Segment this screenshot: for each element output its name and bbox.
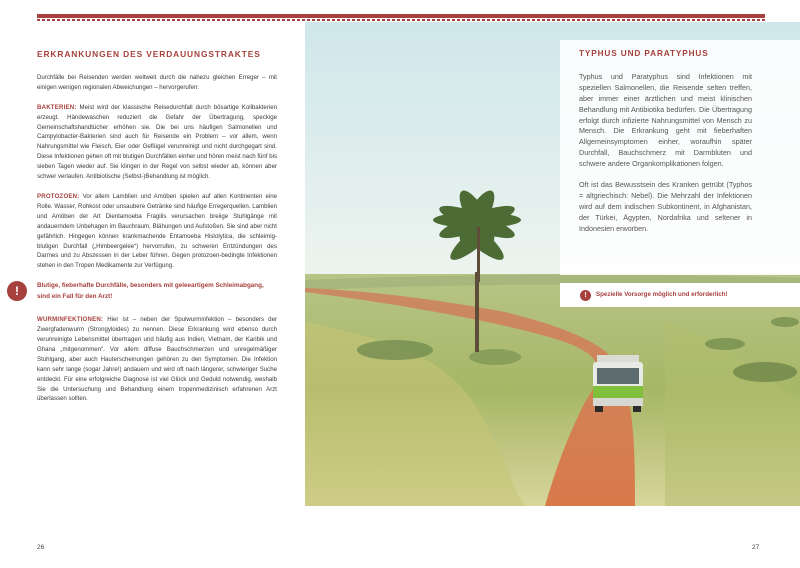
page-number-right: 27 — [752, 544, 760, 551]
right-column — [579, 49, 752, 245]
warning-text: Blutige, fieberhafte Durchfälle, besonders mit geleeartigem Schleimabgang, sind ein Fall für den Arzt! — [37, 282, 264, 300]
worm-label: WURMINFEKTIONEN: — [37, 316, 104, 324]
protozoa-text: Vor allem Lamblien und Amöben spielen auf allen Kontinenten eine Rolle. Wasser, Rohkost oder unsaubere Getränke sind häufige Erregerquellen. Lamblien und Amöben der Art Dientamoeba Fragilis verursachen breiige Stuhlgänge mit andauerndem Unbehagen im Bauchraum, Blähungen und Aufstoßen. Sie sind aber nicht gefährlich. Hingegen können krankmachende Entamoeba Histolytica, die schleimig-blutigen Durchfall („Himbeergelee“) hervorrufen, zu schweren Entzündungen des Darmes und zu Abszessen in der Leber führen. Gegen protozoen-bedingte Infektionen stehen in den Tropen Medikamente zur Verfügung. — [37, 192, 277, 270]
exclamation-icon: ! — [580, 290, 591, 301]
typhus-paragraph-1: Typhus und Paratyphus sind Infektionen mit speziellen Salmonellen, die Reisende selten treffen, aber immer einer ärztlichen und meist klinischen Behandlung mit Antibiotika bedürfen. Die Übertragung erfolgt durch infizierte Nahrungsmittel von Mensch zu Mensch. Die Erkrankung geht mit fieberhaften Allgemeinsymptomen einher, woraufhin später Durchfall, Bauchschmerz mit Darmbluten und schwere andere Organkomplikationen folgen. — [579, 71, 752, 169]
top-rule — [37, 14, 765, 18]
bacteria-text: Meist wird der klassische Reisedurchfall durch bösartige Kolibakterien erzeugt. Händewaschen reduziert die Gefahr der Übertragung, speckige Gemeinschaftshandtücher erhöhen sie. Die bei uns häufigen Salmonellen und Campylobacter-Bakterien sind auch für Reisende ein Problem – vor allem, wenn Nahrungsmittel wie Fleisch, Eier oder Geflügel verunreinigt und nicht durchgegart sind. Diese Infektionen gehen oft mit blutigen Durchfällen einher und hören meist nach fünf bis sieben Tagen wieder auf. Sie klingen in der Regel von selbst wieder ab, können aber schwer verlaufen. Antibiotische (Selbst-)Behandlung ist möglich. — [37, 103, 277, 181]
warning-note — [15, 281, 277, 302]
section-heading-typhus: TYPHUS UND PARATYPHUS — [579, 49, 709, 58]
callout-text: Spezielle Vorsorge möglich und erforderlich! — [596, 291, 728, 298]
worm-text: Hier ist – neben der Spulwurminfektion – besonders der Zwergfadenwurm (Strongyloides) zu nennen. Diese Erkrankung wird ebenso durch verunreinigte Lebensmittel übertragen und häufig aus Indien, Vietnam, der Karibik und Ghana „mitgenommen“. Vor allem diffuse Bauchschmerzen und unregelmäßiger Stuhlgang, aber auch Hauterscheinungen gehören zu den Symptomen. Die Infektion kann sehr lange (sogar Jahre!) andauern und wird oft nach längerer, schwieriger Suche entdeckt. Für eine erfolgreiche Diagnose ist viel Glück und Geduld notwendig, weshalb Sie die Untersuchung und Behandlung einem tropenmedizinisch erfahrenen Arzt überlassen sollten. — [37, 316, 277, 403]
intro-paragraph: Durchfälle bei Reisenden werden weltweit durch die nahezu gleichen Erreger – mit einigen wenigen regionalen Abweichungen – hervorgerufen: — [37, 73, 277, 91]
page-number-left: 26 — [37, 544, 45, 551]
typhus-paragraph-2: Oft ist das Bewusstsein des Kranken getrübt (Typhos = altgriechisch: Nebel). Die Mehrzahl der Infektionen wird auf dem indischen Subkontinent, in Afghanistan, der Türkei, Ägypten, Nordafrika und seltener in Indonesien erworben. — [579, 180, 752, 233]
section-heading-digestive: ERKRANKUNGEN DES VERDAUUNGSTRAKTES — [37, 49, 261, 59]
exclamation-icon: ! — [7, 281, 27, 301]
protozoa-paragraph — [37, 192, 277, 271]
bacteria-paragraph — [37, 103, 277, 182]
protozoa-label: PROTOZOEN: — [37, 192, 80, 200]
bacteria-label: BAKTERIEN: — [37, 103, 77, 111]
left-column — [15, 49, 277, 414]
safari-vehicle — [593, 355, 643, 412]
worm-paragraph — [37, 315, 277, 404]
top-rule-dashed — [37, 19, 765, 21]
